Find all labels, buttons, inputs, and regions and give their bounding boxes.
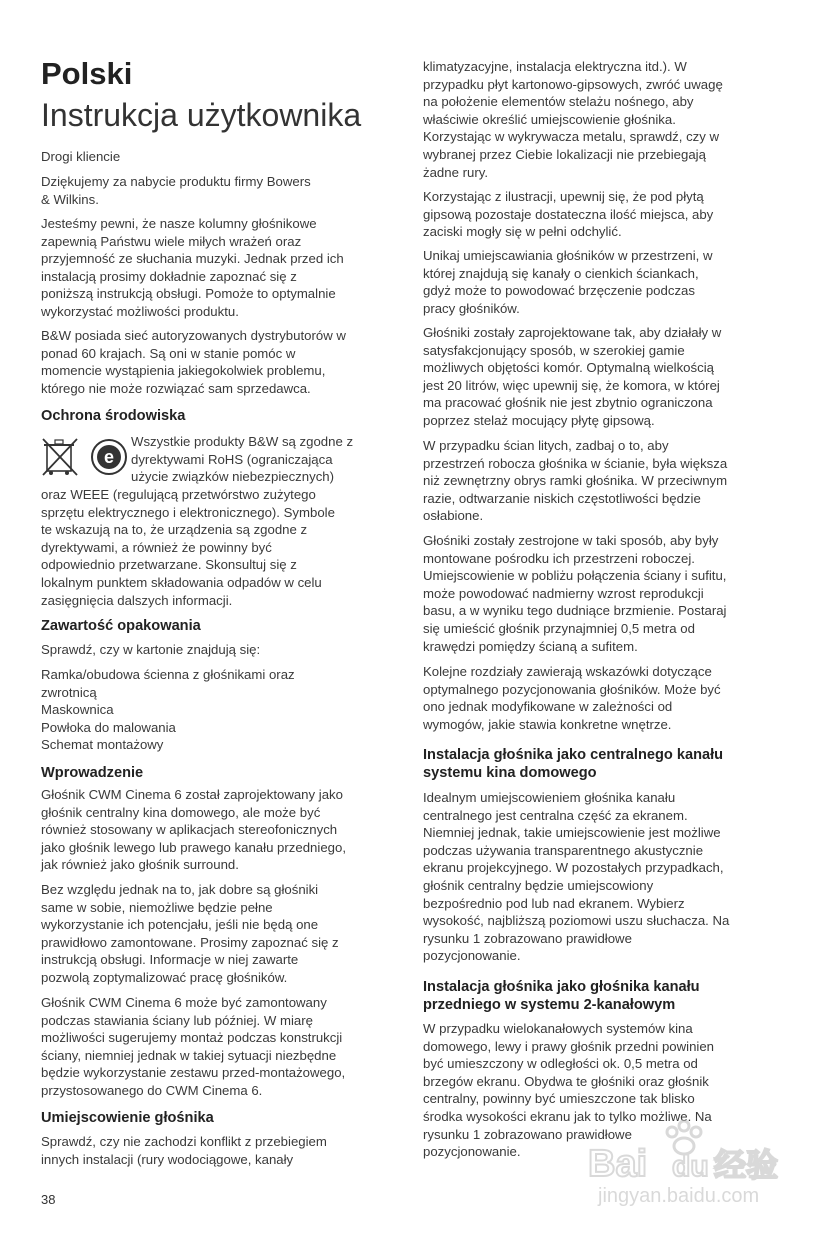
watermark-brand-2: du	[672, 1150, 709, 1183]
watermark-brand-cn: 经验	[714, 1147, 779, 1183]
placement-paragraph-7: Kolejne rozdziały zawierają wskazówki dotyczące optymalnego pozycjonowania głośników. Może być ono jednak modyfikowane w zależności od wymogów, jakie stawia konkretne wnętrze.	[423, 664, 721, 732]
section-heading-center-channel: Instalacja głośnika jako centralnego kanału systemu kina domowego	[423, 747, 724, 781]
rohs-e-logo-icon	[92, 440, 126, 474]
section-heading-placement: Umiejscowienie głośnika	[41, 1110, 214, 1126]
package-list: Ramka/obudowa ścienna z głośnikami oraz zwrotnicą Maskownica Powłoka do malowania Schemat montażowy	[41, 667, 295, 753]
thanks-paragraph: Dziękujemy za nabycie produktu firmy Bowers & Wilkins.	[41, 174, 311, 207]
placement-paragraph-2: Korzystając z ilustracji, upewnij się, że pod płytą gipsową pozostaje dostateczna ilość miejsca, aby zaciski mogły się w pełni odchylić.	[423, 189, 714, 240]
environment-text: oraz WEEE (regulującą przetwórstwo zużytego sprzętu elektrycznego i elektronicznego). Symbole te wskazują na to, że urządzenia są zgodne z dyrektywami, a również że powinny być odpowiednio przetwarzane. Skonsultuj się z lokalnym punktem składowania odpadów w celu zasięgnięcia dalszych informacji.	[41, 487, 335, 608]
front-channel-paragraph: W przypadku wielokanałowych systemów kina domowego, lewy i prawy głośnik przedni powinien być umieszczony w odległości ok. 0,5 metra od brzegów ekranu. Obydwa te głośniki oraz głośnik centralny, powinny być umieszczone tak blisko środka wysokości ekranu jak to tylko możliwe. Na rysunku 1 zobrazowano prawidłowe pozycjonowanie.	[423, 1021, 715, 1160]
placement-paragraph-1-cont: klimatyzacyjne, instalacja elektryczna itd.). W przypadku płyt kartonowo-gipsowych, zwróć uwagę na położenie elementów stelażu nośnego, aby właściwie określić umiejscowienie głośnika. Korzystając w wykrywacza metalu, sprawdź, czy w wybranej przez Ciebie lokalizacji nie przebiegają żadne rury.	[423, 59, 723, 180]
placement-paragraph-3: Unikaj umiejscawiania głośników w przestrzeni, w której znajdują się kanały o cienkich ściankach, gdyż może to powodować brzęczenie podczas pracy głośników.	[423, 248, 713, 316]
section-heading-front-channel: Instalacja głośnika jako głośnika kanału przedniego w systemu 2-kanałowym	[423, 979, 700, 1013]
page-subtitle: Instrukcja użytkownika	[41, 97, 362, 133]
introduction-paragraph-1: Głośnik CWM Cinema 6 został zaprojektowany jako głośnik centralny kina domowego, ale może być również stosowany w aplikacjach stereofonicznych jako głośnik lewego lub prawego kanału przedniego, jak również jako głośnik surround.	[41, 787, 346, 873]
watermark-brand: Bai	[588, 1143, 648, 1185]
section-heading-package: Zawartość opakowania	[41, 618, 201, 634]
intro-paragraph: Jesteśmy pewni, że nasze kolumny głośnikowe zapewnią Państwu wiele miłych wrażeń oraz przyjemność ze słuchania muzyki. Jednak przed ich instalacją prosimy dokładnie zapoznać się z poniższą instrukcją obsługi. Pomoże to optymalnie wykorzystać możliwości produktu.	[41, 216, 344, 319]
svg-text:e: e	[103, 447, 115, 467]
watermark-url: jingyan.baidu.com	[598, 1185, 760, 1207]
placement-paragraph-6: Głośniki zostały zestrojone w taki sposób, aby były montowane pośrodku ich przestrzeni roboczej. Umiejscowienie w pobliżu połączenia ściany i sufitu, może powodować nadmierny wzrost reprodukcji basu, a w wyniku tego dudniące brzmienie. Postaraj się umieścić głośnik przynajmniej 0,5 metra od krawędzi pomiędzy ścianą a sufitem.	[423, 533, 727, 654]
environment-side-text: Wszystkie produkty B&W są zgodne z dyrektywami RoHS (ograniczająca użycie związków niebezpiecznych)	[131, 434, 354, 485]
placement-paragraph-4: Głośniki zostały zaprojektowane tak, aby działały w satysfakcjonujący sposób, w szerokiej gamie możliwych objętości komór. Optymalną wielkością jest 20 litrów, więc upewnij się, że komora, w której ma pracować głośnik nie jest zbytnio ograniczona poprzez stelaż mocujący płytę gipsową.	[423, 325, 722, 428]
center-channel-paragraph: Idealnym umiejscowieniem głośnika kanału centralnego jest centralna część za ekranem. Niemniej jednak, takie umiejscowienie jest możliwe podczas używania transparentnego akustycznie ekranu projekcyjnego. W pozostałych przypadkach, głośnik centralny będzie umiejscowiony bezpośrednio pod lub nad ekranem. Wybierz wysokość, najbliższą poziomowi uszu słuchacza. Na rysunku 1 zobrazowano prawidłowe pozycjonowanie.	[423, 790, 730, 964]
weee-crossed-bin-icon	[43, 439, 77, 475]
placement-paragraph-5: W przypadku ścian litych, zadbaj o to, aby przestrzeń robocza głośnika w ścianie, była większa niż zewnętrzny obrys ramki głośnika. W przeciwnym razie, odtwarzanie niskich częstotliwości będzie osłabione.	[423, 438, 728, 524]
baidu-watermark	[584, 1118, 784, 1208]
package-intro: Sprawdź, czy w kartonie znajdują się:	[41, 642, 261, 657]
eco-icons	[41, 437, 129, 477]
page-number: 38	[41, 1192, 56, 1207]
section-heading-introduction: Wprowadzenie	[41, 765, 144, 781]
introduction-paragraph-2: Bez względu jednak na to, jak dobre są głośniki same w sobie, niemożliwe będzie pełne wykorzystanie ich potencjału, jeśli nie będą one prawidłowo zamontowane. Prosimy zapoznać się z instrukcją obsługi. Informacje w niej zawarte pozwolą zoptymalizować pracę głośników.	[41, 882, 339, 985]
page-title: Polski	[41, 56, 133, 91]
section-heading-environment: Ochrona środowiska	[41, 408, 186, 424]
placement-paragraph-1: Sprawdź, czy nie zachodzi konflikt z przebiegiem innych instalacji (rury wodociągowe, kanały	[41, 1134, 327, 1167]
distributors-paragraph: B&W posiada sieć autoryzowanych dystrybutorów w ponad 60 krajach. Są oni w stanie pomóc w momencie wystąpienia jakiegokolwiek problemu, którego nie może rozwiązać sam sprzedawca.	[41, 328, 346, 396]
greeting: Drogi kliencie	[41, 149, 121, 164]
introduction-paragraph-3: Głośnik CWM Cinema 6 może być zamontowany podczas stawiania ściany lub później. W miarę możliwości sugerujemy montaż podczas konstrukcji ściany, niemniej jednak w takiej sytuacji niezbędne będzie wykorzystanie zestawu przed-montażowego, przystosowanego do CWM Cinema 6.	[41, 995, 346, 1098]
